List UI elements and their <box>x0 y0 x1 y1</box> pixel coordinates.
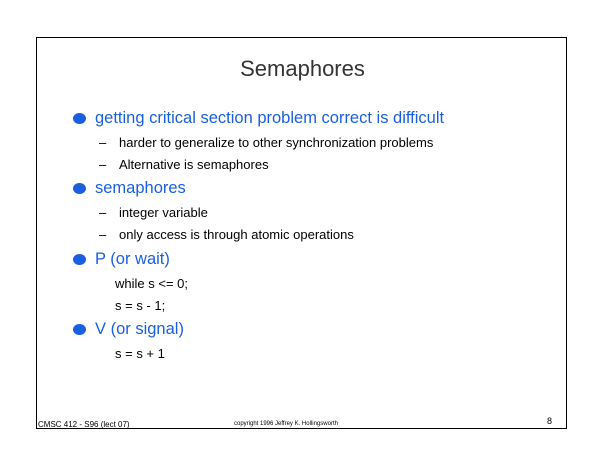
bullet-p-wait <box>73 250 170 269</box>
bullet-semaphores <box>73 179 186 198</box>
dash-marker: – <box>99 135 107 150</box>
sub-item <box>99 135 433 150</box>
footer-course: CMSC 412 - S96 (lect 07) <box>38 420 130 429</box>
slide-title: Semaphores <box>240 56 365 81</box>
bullet-v-signal <box>73 320 184 339</box>
sub-item <box>99 157 269 172</box>
code-line: while s <= 0; <box>115 276 188 291</box>
bullet-text: semaphores <box>95 179 186 197</box>
bullet-dot-icon <box>73 113 86 124</box>
code-line: s = s - 1; <box>115 298 166 313</box>
bullet-dot-icon <box>73 183 86 194</box>
footer-copyright: copyright 1996 Jeffrey K. Hollingsworth <box>234 421 338 427</box>
bullet-text: P (or wait) <box>95 250 170 268</box>
sub-item-text: Alternative is semaphores <box>119 157 269 172</box>
sub-item <box>99 205 208 220</box>
page-number: 8 <box>547 416 553 426</box>
sub-item-text: harder to generalize to other synchronization problems <box>119 135 434 150</box>
dash-marker: – <box>99 205 107 220</box>
sub-item-text: integer variable <box>119 205 208 220</box>
bullet-text: V (or signal) <box>95 320 184 338</box>
dash-marker: – <box>99 157 107 172</box>
code-line: s = s + 1 <box>115 346 165 361</box>
sub-item <box>99 227 354 242</box>
dash-marker: – <box>99 227 107 242</box>
bullet-text: getting critical section problem correct is difficult <box>95 109 445 127</box>
bullet-dot-icon <box>73 254 86 265</box>
sub-item-text: only access is through atomic operations <box>119 227 354 242</box>
bullet-dot-icon <box>73 324 86 335</box>
bullet-critical-section <box>73 109 444 128</box>
